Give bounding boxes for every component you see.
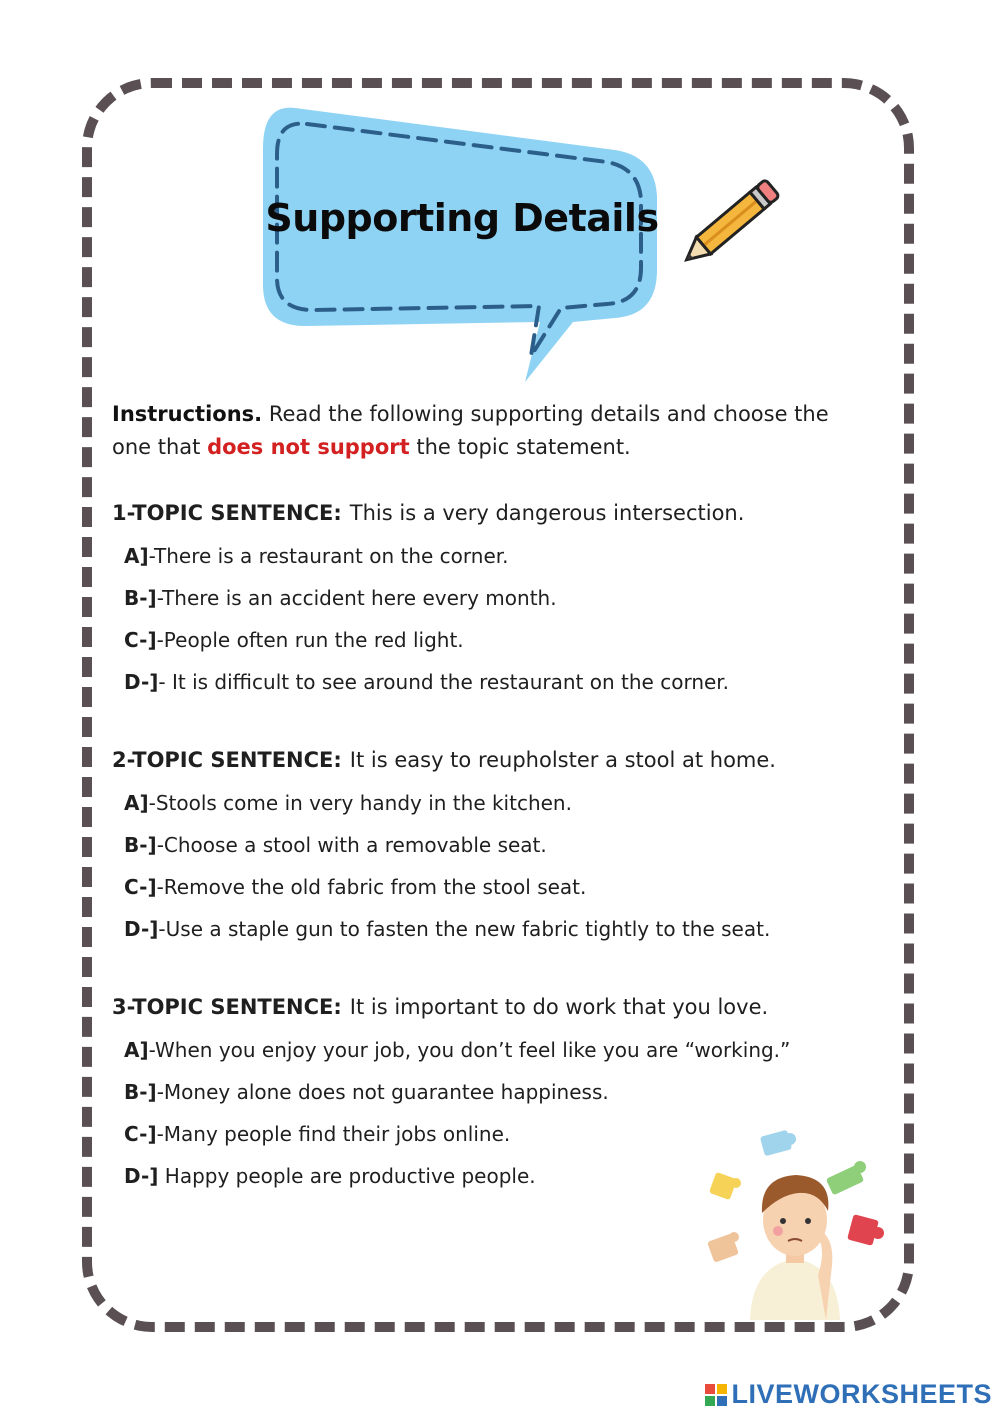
option-text: -When you enjoy your job, you don’t feel like you are “working.” bbox=[148, 1038, 791, 1062]
instructions-highlight: does not support bbox=[207, 435, 410, 459]
option-key: B-] bbox=[124, 1080, 157, 1104]
puzzle-piece-icon bbox=[826, 1161, 866, 1195]
topic-text: It is important to do work that you love. bbox=[349, 995, 769, 1019]
option-text: -Choose a stool with a removable seat. bbox=[156, 833, 547, 857]
option-text: -There is a restaurant on the corner. bbox=[148, 544, 509, 568]
topic-label: 1-TOPIC SENTENCE: bbox=[112, 501, 342, 525]
page-title: Supporting Details bbox=[265, 196, 659, 240]
option-1a[interactable] bbox=[124, 542, 892, 570]
option-3a[interactable] bbox=[124, 1036, 892, 1064]
option-2c[interactable] bbox=[124, 873, 892, 901]
thinking-kid-illustration bbox=[700, 1125, 900, 1320]
option-key: C-] bbox=[124, 1122, 157, 1146]
logo-icon bbox=[705, 1384, 727, 1406]
instructions-text: Read the following supporting details and choose the one that bbox=[112, 402, 829, 459]
option-text: Happy people are productive people. bbox=[158, 1164, 536, 1188]
option-key: C-] bbox=[124, 875, 157, 899]
topic-sentence-2 bbox=[112, 745, 892, 775]
liveworksheets-logo bbox=[705, 1379, 992, 1410]
option-2d[interactable] bbox=[124, 915, 892, 943]
option-text: - It is difficult to see around the restaurant on the corner. bbox=[158, 670, 730, 694]
pencil-icon bbox=[668, 168, 788, 283]
puzzle-piece-icon bbox=[760, 1130, 796, 1157]
puzzle-piece-icon bbox=[707, 1232, 739, 1263]
option-text: -Many people find their jobs online. bbox=[156, 1122, 511, 1146]
option-1d[interactable] bbox=[124, 668, 892, 696]
option-key: A] bbox=[124, 791, 149, 815]
instructions-lead: Instructions. bbox=[112, 402, 263, 426]
instructions-text-end: the topic statement. bbox=[409, 435, 631, 459]
question-2 bbox=[112, 745, 892, 957]
topic-sentence-1 bbox=[112, 498, 892, 528]
option-key: D-] bbox=[124, 917, 159, 941]
option-text: -Use a staple gun to fasten the new fabric tightly to the seat. bbox=[158, 917, 771, 941]
topic-sentence-3 bbox=[112, 992, 892, 1022]
question-1 bbox=[112, 498, 892, 710]
puzzle-piece-icon bbox=[847, 1214, 884, 1246]
speech-bubble bbox=[255, 100, 665, 390]
option-key: B-] bbox=[124, 586, 157, 610]
option-2a[interactable] bbox=[124, 789, 892, 817]
topic-label: 3-TOPIC SENTENCE: bbox=[112, 995, 342, 1019]
option-3b[interactable] bbox=[124, 1078, 892, 1106]
option-text: -Money alone does not guarantee happiness. bbox=[156, 1080, 609, 1104]
topic-text: This is a very dangerous intersection. bbox=[349, 501, 745, 525]
puzzle-piece-icon bbox=[709, 1172, 741, 1200]
option-key: D-] bbox=[124, 670, 159, 694]
option-text: -Stools come in very handy in the kitchen. bbox=[148, 791, 572, 815]
logo-text: LIVEWORKSHEETS bbox=[731, 1379, 992, 1409]
option-key: B-] bbox=[124, 833, 157, 857]
option-text: -There is an accident here every month. bbox=[156, 586, 557, 610]
option-text: -People often run the red light. bbox=[156, 628, 464, 652]
option-2b[interactable] bbox=[124, 831, 892, 859]
option-key: D-] bbox=[124, 1164, 159, 1188]
option-key: C-] bbox=[124, 628, 157, 652]
topic-label: 2-TOPIC SENTENCE: bbox=[112, 748, 342, 772]
topic-text: It is easy to reupholster a stool at home. bbox=[349, 748, 776, 772]
option-1c[interactable] bbox=[124, 626, 892, 654]
option-text: -Remove the old fabric from the stool seat. bbox=[156, 875, 587, 899]
instructions bbox=[112, 398, 872, 464]
option-key: A] bbox=[124, 544, 149, 568]
option-1b[interactable] bbox=[124, 584, 892, 612]
option-key: A] bbox=[124, 1038, 149, 1062]
